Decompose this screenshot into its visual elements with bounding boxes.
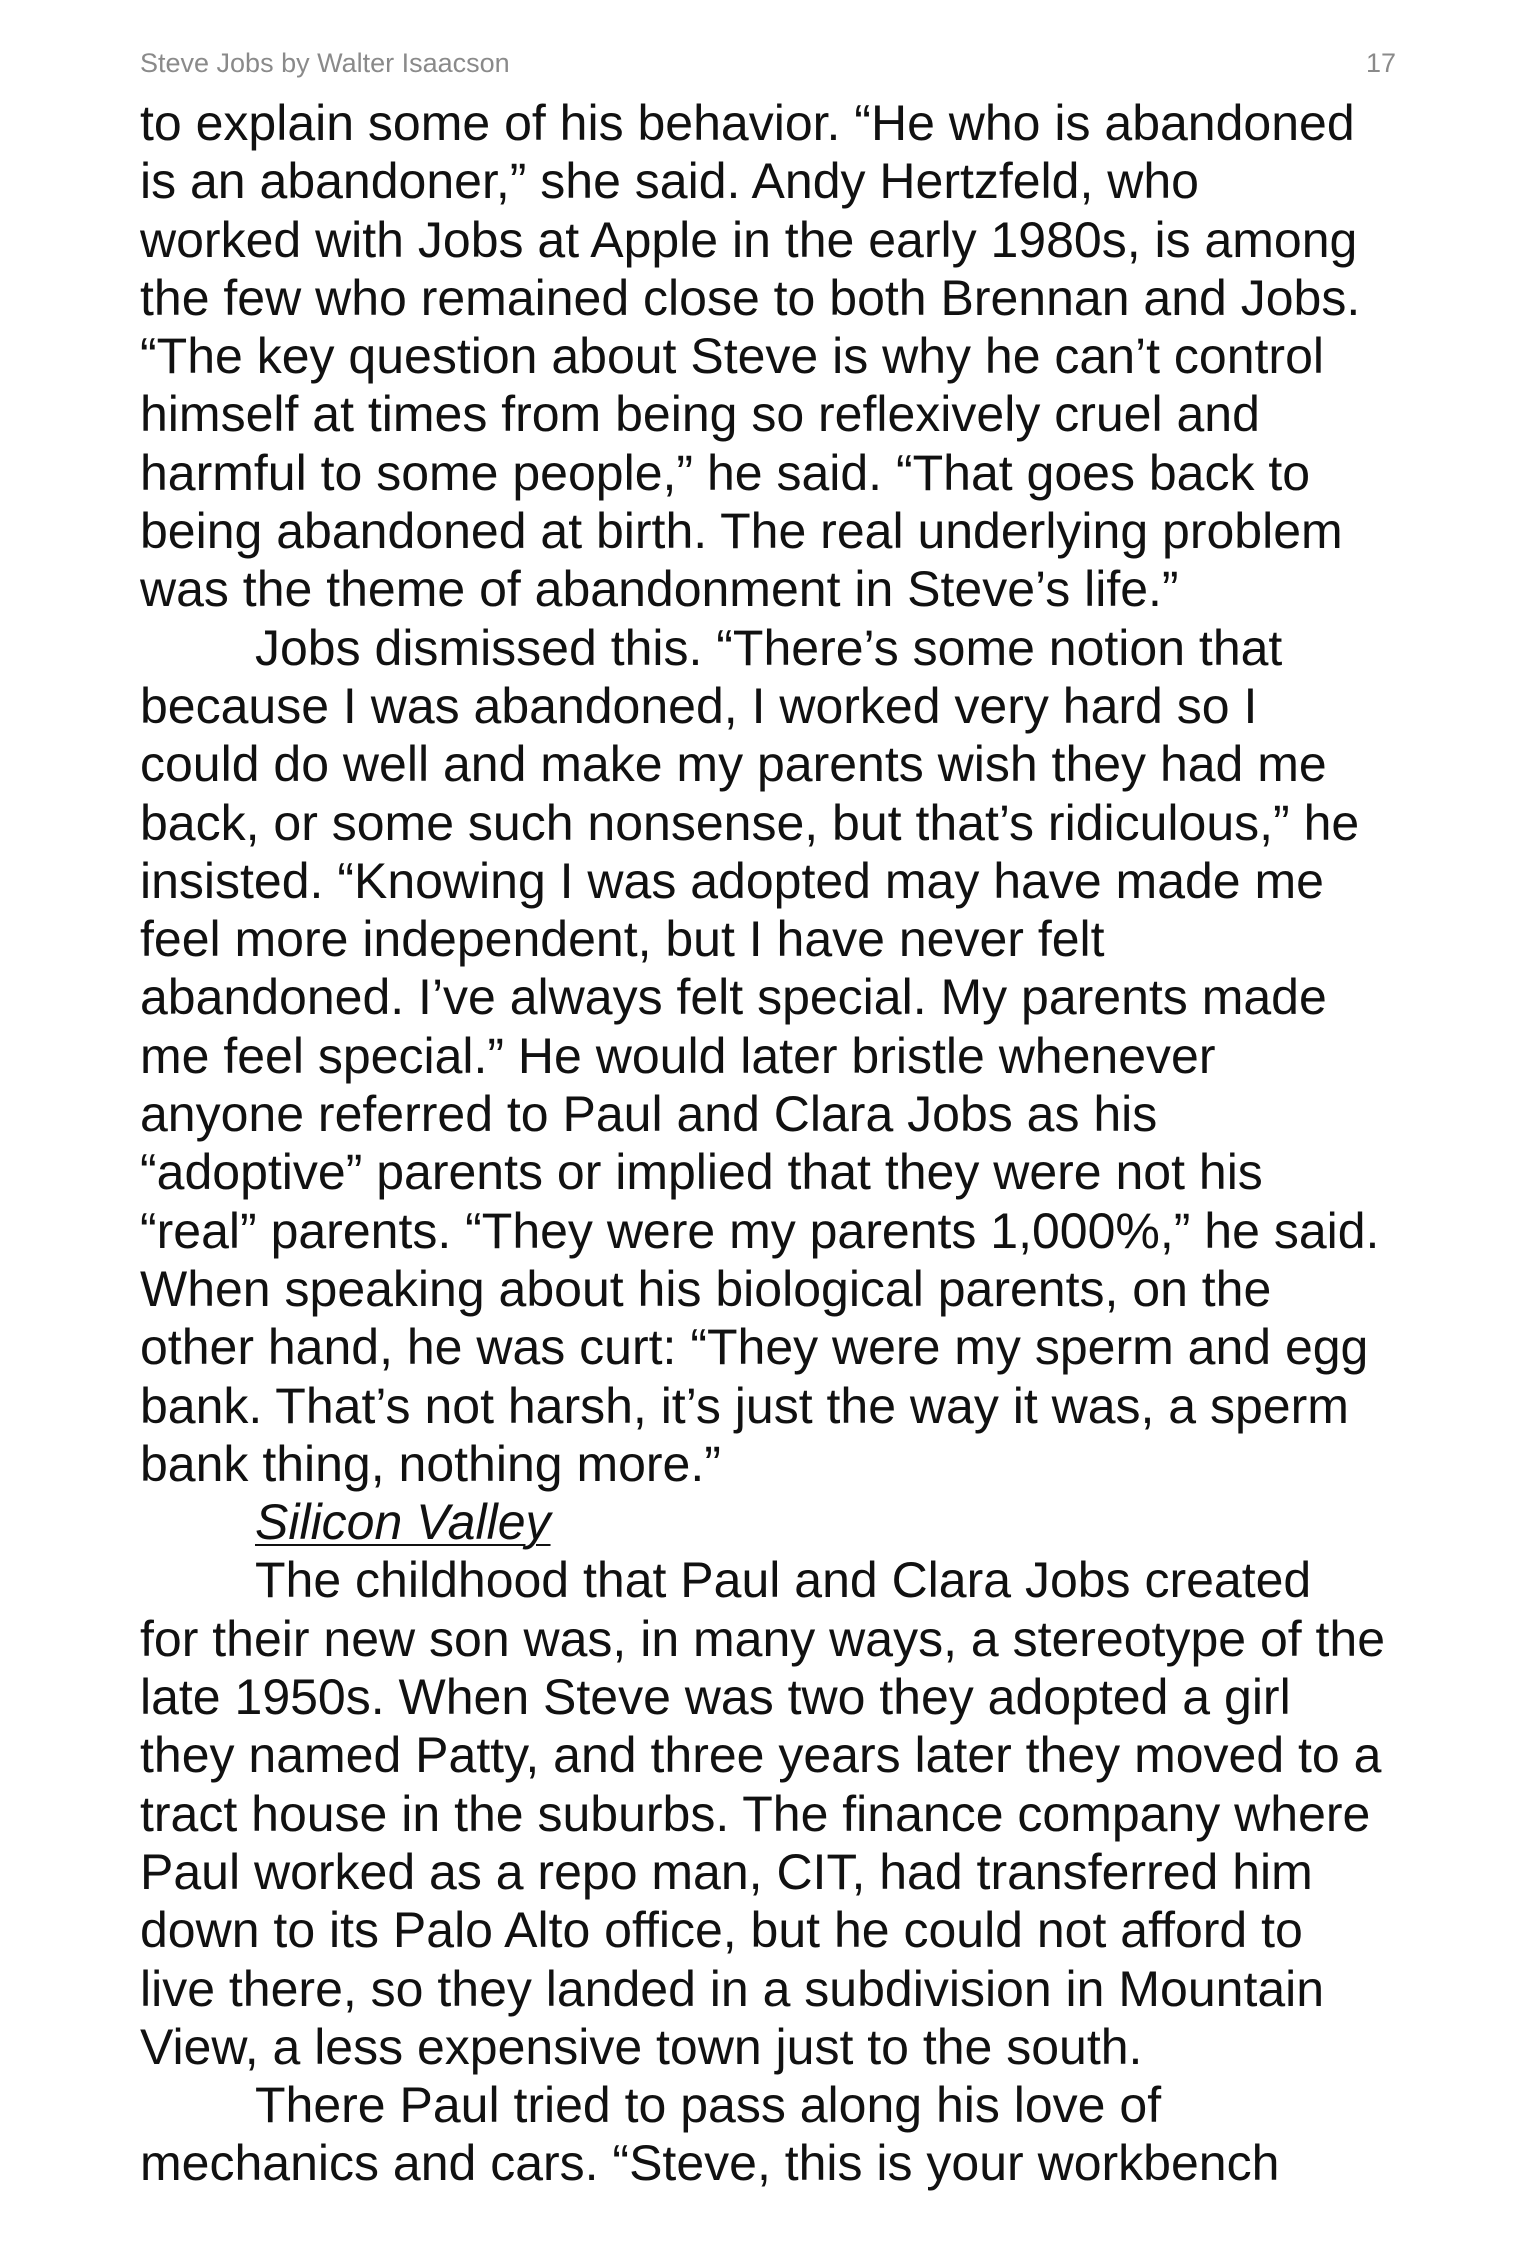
- text-line: himself at times from being so reflexively cruel and: [140, 386, 1260, 443]
- text-line: back, or some such nonsense, but that’s ridiculous,” he: [140, 794, 1360, 851]
- text-line: worked with Jobs at Apple in the early 1980s, is among: [140, 211, 1358, 268]
- text-line: was the theme of abandonment in Steve’s life.”: [140, 561, 1179, 618]
- section-heading: [140, 1493, 1440, 1551]
- section-heading-text: Silicon Valley: [255, 1494, 551, 1551]
- page-header: [140, 48, 1396, 82]
- text-line: could do well and make my parents wish they had me: [140, 736, 1327, 793]
- text-line: me feel special.” He would later bristle whenever: [140, 1027, 1216, 1084]
- text-line: to explain some of his behavior. “He who is abandoned: [140, 95, 1355, 151]
- text-line: for their new son was, in many ways, a stereotype of the: [140, 1610, 1386, 1667]
- text-line: because I was abandoned, I worked very hard so I: [140, 677, 1258, 734]
- text-line: “real” parents. “They were my parents 1,000%,” he said.: [140, 1202, 1380, 1259]
- text-line: being abandoned at birth. The real underlying problem: [140, 503, 1343, 560]
- text-line: abandoned. I’ve always felt special. My parents made: [140, 969, 1327, 1026]
- text-line: View, a less expensive town just to the south.: [140, 2018, 1143, 2075]
- text-line: they named Patty, and three years later they moved to a: [140, 1727, 1382, 1784]
- text-line: When speaking about his biological parents, on the: [140, 1260, 1272, 1317]
- text-line: “The key question about Steve is why he can’t control: [140, 328, 1324, 385]
- text-line: “adoptive” parents or implied that they were not his: [140, 1144, 1263, 1201]
- text-line: bank. That’s not harsh, it’s just the way it was, a sperm: [140, 1377, 1349, 1434]
- text-line: Paul worked as a repo man, CIT, had transferred him: [140, 1843, 1313, 1900]
- text-line: insisted. “Knowing I was adopted may have made me: [140, 852, 1324, 909]
- text-line: harmful to some people,” he said. “That goes back to: [140, 444, 1311, 501]
- text-line: late 1950s. When Steve was two they adopted a girl: [140, 1669, 1291, 1726]
- text-line: Jobs dismissed this. “There’s some notion that: [255, 619, 1283, 676]
- text-line: down to its Palo Alto office, but he could not afford to: [140, 1902, 1303, 1959]
- text-line: The childhood that Paul and Clara Jobs created: [255, 1552, 1312, 1609]
- body-text: [140, 94, 1440, 2193]
- text-line: feel more independent, but I have never felt: [140, 911, 1105, 968]
- text-line: tract house in the suburbs. The finance company where: [140, 1785, 1371, 1842]
- paragraphs-after-heading: [140, 1551, 1440, 2192]
- text-line: other hand, he was curt: “They were my sperm and egg: [140, 1319, 1369, 1376]
- page-number: 17: [1365, 48, 1396, 78]
- text-line: There Paul tried to pass along his love of: [255, 2077, 1162, 2134]
- text-line: anyone referred to Paul and Clara Jobs as his: [140, 1086, 1158, 1143]
- text-line: the few who remained close to both Brennan and Jobs.: [140, 269, 1361, 326]
- text-line: live there, so they landed in a subdivision in Mountain: [140, 1960, 1325, 2017]
- text-line: is an abandoner,” she said. Andy Hertzfeld, who: [140, 153, 1199, 210]
- book-title: Steve Jobs by Walter Isaacson: [140, 48, 510, 78]
- paragraphs-before-heading: [140, 94, 1440, 1493]
- text-line: bank thing, nothing more.”: [140, 1435, 721, 1492]
- text-line: mechanics and cars. “Steve, this is your workbench: [140, 2135, 1280, 2192]
